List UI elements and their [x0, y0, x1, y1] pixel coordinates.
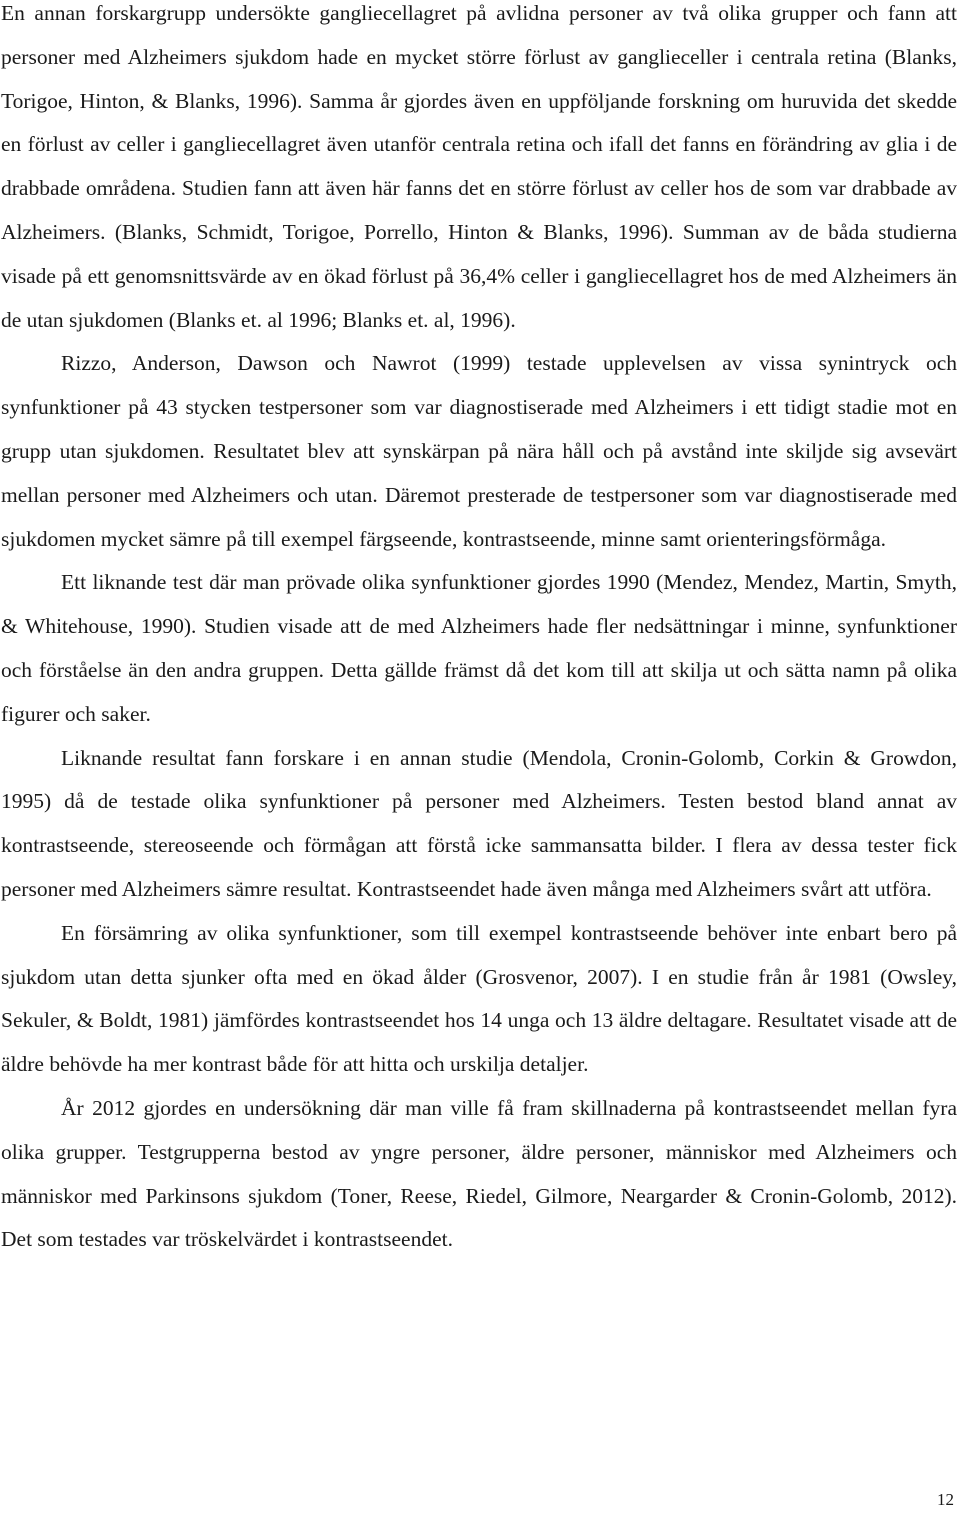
page-number: 12: [937, 1490, 954, 1509]
paragraph-toner-study: År 2012 gjordes en undersökning där man ville få fram skillnaderna på kontrastseendet mellan fyra olika grupper. Testgrupperna bestod av yngre personer, äldre personer, människor med Alzheimers och människor med Parkinsons sjukdom (Toner, Reese, Riedel, Gilmore, Neargarder & Cronin-Golomb, 2012). Det som testades var tröskelvärdet i kontrastseendet.: [1, 1095, 957, 1252]
paragraph-mendola-study: Liknande resultat fann forskare i en annan studie (Mendola, Cronin-Golomb, Corkin & Growdon, 1995) då de testade olika synfunktioner på personer med Alzheimers. Testen bestod bland annat av kontrastseende, stereoseende och förmågan att förstå icke sammansatta bilder. I flera av dessa tester fick personer med Alzheimers sämre resultat. Kontrastseendet hade även många med Alzheimers svårt att utföra.: [1, 745, 957, 901]
paragraph-age-contrast: En försämring av olika synfunktioner, som till exempel kontrastseende behöver inte enbart bero på sjukdom utan detta sjunker ofta med en ökad ålder (Grosvenor, 2007). I en studie från år 1981 (Owsley, Sekuler, & Boldt, 1981) jämfördes kontrastseendet hos 14 unga och 13 äldre deltagare. Resultatet visade att de äldre behövde ha mer kontrast både för att hitta och urskilja detaljer.: [1, 920, 957, 1077]
body-text: [1, 0, 957, 1262]
paragraph-mendez-study: Ett liknande test där man prövade olika synfunktioner gjordes 1990 (Mendez, Mendez, Martin, Smyth, & Whitehouse, 1990). Studien visade att de med Alzheimers hade fler nedsättningar i minne, synfunktioner och förståelse än den andra gruppen. Detta gällde främst då det kom till att skilja ut och sätta namn på olika figurer och saker.: [1, 570, 957, 726]
paragraph-rizzo-study: Rizzo, Anderson, Dawson och Nawrot (1999) testade upplevelsen av vissa synintryck och synfunktioner på 43 stycken testpersoner som var diagnostiserade med Alzheimers i ett tidigt stadie mot en grupp utan sjukdomen. Resultatet blev att synskärpan på nära håll och på avstånd inte skiljde sig avsevärt mellan personer med Alzheimers och utan. Däremot presterade de testpersoner som var diagnostiserade med sjukdomen mycket sämre på till exempel färgseende, kontrastseende, minne samt orienteringsförmåga.: [1, 351, 957, 551]
paragraph-ganglion-cell-studies: En annan forskargrupp undersökte gangliecellagret på avlidna personer av två olika grupper och fann att personer med Alzheimers sjukdom hade en mycket större förlust av ganglieceller i centrala retina (Blanks, Torigoe, Hinton, & Blanks, 1996). Samma år gjordes även en uppföljande forskning om huruvida det skedde en förlust av celler i gangliecellagret även utanför centrala retina och ifall det fanns en förändring av glia i de drabbade områdena. Studien fann att även här fanns det en större förlust av celler hos de som var drabbade av Alzheimers. (Blanks, Schmidt, Torigoe, Porrello, Hinton & Blanks, 1996). Summan av de båda studierna visade på ett genomsnittsvärde av en ökad förlust på 36,4% celler i gangliecellagret hos de med Alzheimers än de utan sjukdomen (Blanks et. al 1996; Blanks et. al, 1996).: [1, 1, 957, 332]
